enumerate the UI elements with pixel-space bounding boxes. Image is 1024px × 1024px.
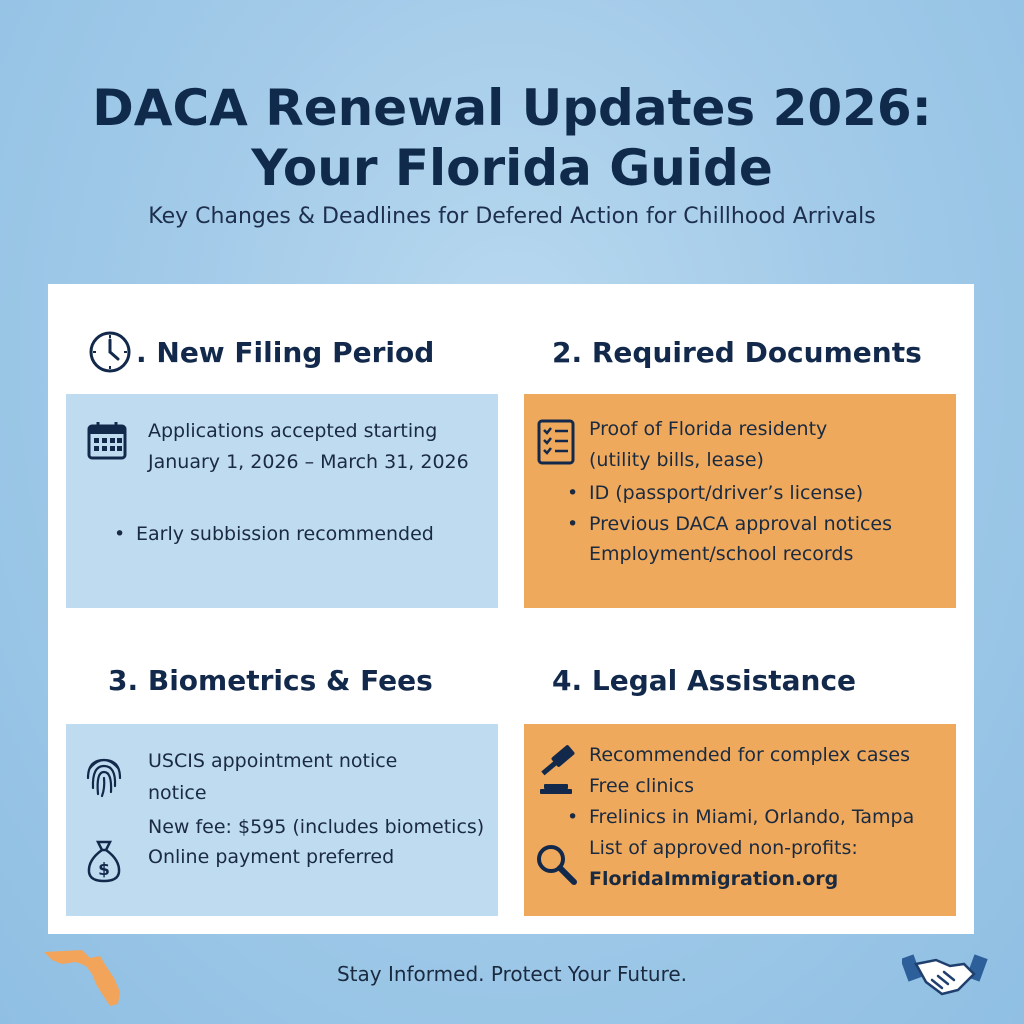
section-legal-heading xyxy=(552,658,856,702)
legal-item-2: Free clinics xyxy=(589,775,695,797)
title-line-1: DACA Renewal Updates 2026: xyxy=(92,79,932,137)
handshake-icon xyxy=(902,946,988,1008)
magnifier-icon xyxy=(534,842,578,890)
filing-item-2: January 1, 2026 – March 31, 2026 xyxy=(148,451,469,473)
section-filing-title: . New Filing Period xyxy=(136,335,435,369)
documents-item-2: (utility bills, lease) xyxy=(589,449,764,471)
legal-item-1: Recommended for complex cases xyxy=(589,744,911,766)
calendar-icon xyxy=(86,420,128,466)
biometrics-item-3: New fee: $595 (includes biometics) xyxy=(148,816,485,838)
filing-item-3: • Early subbission recommended xyxy=(136,519,434,549)
filing-item-1: Applications accepted starting xyxy=(148,420,438,442)
biometrics-item-4: Online payment preferred xyxy=(148,846,395,868)
section-filing-heading xyxy=(88,330,434,374)
documents-card xyxy=(524,394,956,608)
money-bag-icon xyxy=(84,838,124,888)
section-legal-title: 4. Legal Assistance xyxy=(552,663,857,697)
documents-item-4: • Previous DACA approval notices xyxy=(589,509,892,539)
clock-icon xyxy=(88,330,132,374)
documents-item-1: Proof of Florida residenty xyxy=(589,418,828,440)
page-title xyxy=(0,78,1024,198)
checklist-icon xyxy=(536,418,576,470)
fingerprint-icon xyxy=(84,750,124,804)
section-documents-title: 2. Required Documents xyxy=(552,335,922,369)
section-biometrics-title: 3. Biometrics & Fees xyxy=(108,663,433,697)
content-panel xyxy=(48,284,974,934)
biometrics-card xyxy=(66,724,498,916)
legal-item-3: • Frelinics in Miami, Orlando, Tampa xyxy=(589,802,914,832)
biometrics-item-2: notice xyxy=(148,782,207,804)
documents-item-5: Employment/school records xyxy=(589,543,854,565)
gavel-icon xyxy=(536,744,584,800)
section-documents-heading xyxy=(552,330,922,374)
footer-tagline: Stay Informed. Protect Your Future. xyxy=(336,962,688,986)
legal-item-5: FloridaImmigration.org xyxy=(589,868,839,890)
filing-card xyxy=(66,394,498,608)
legal-item-4: List of approved non-profits: xyxy=(589,837,858,859)
title-line-2: Your Florida Guide xyxy=(251,139,773,197)
documents-item-3: • ID (passport/driver’s license) xyxy=(589,478,863,508)
page-subtitle: Key Changes & Deadlines for Defered Action for Chillhood Arrivals xyxy=(148,204,876,229)
legal-card xyxy=(524,724,956,916)
biometrics-item-1: USCIS appointment notice xyxy=(148,750,398,772)
svg-text:$: $ xyxy=(98,860,110,880)
section-biometrics-heading xyxy=(108,658,433,702)
